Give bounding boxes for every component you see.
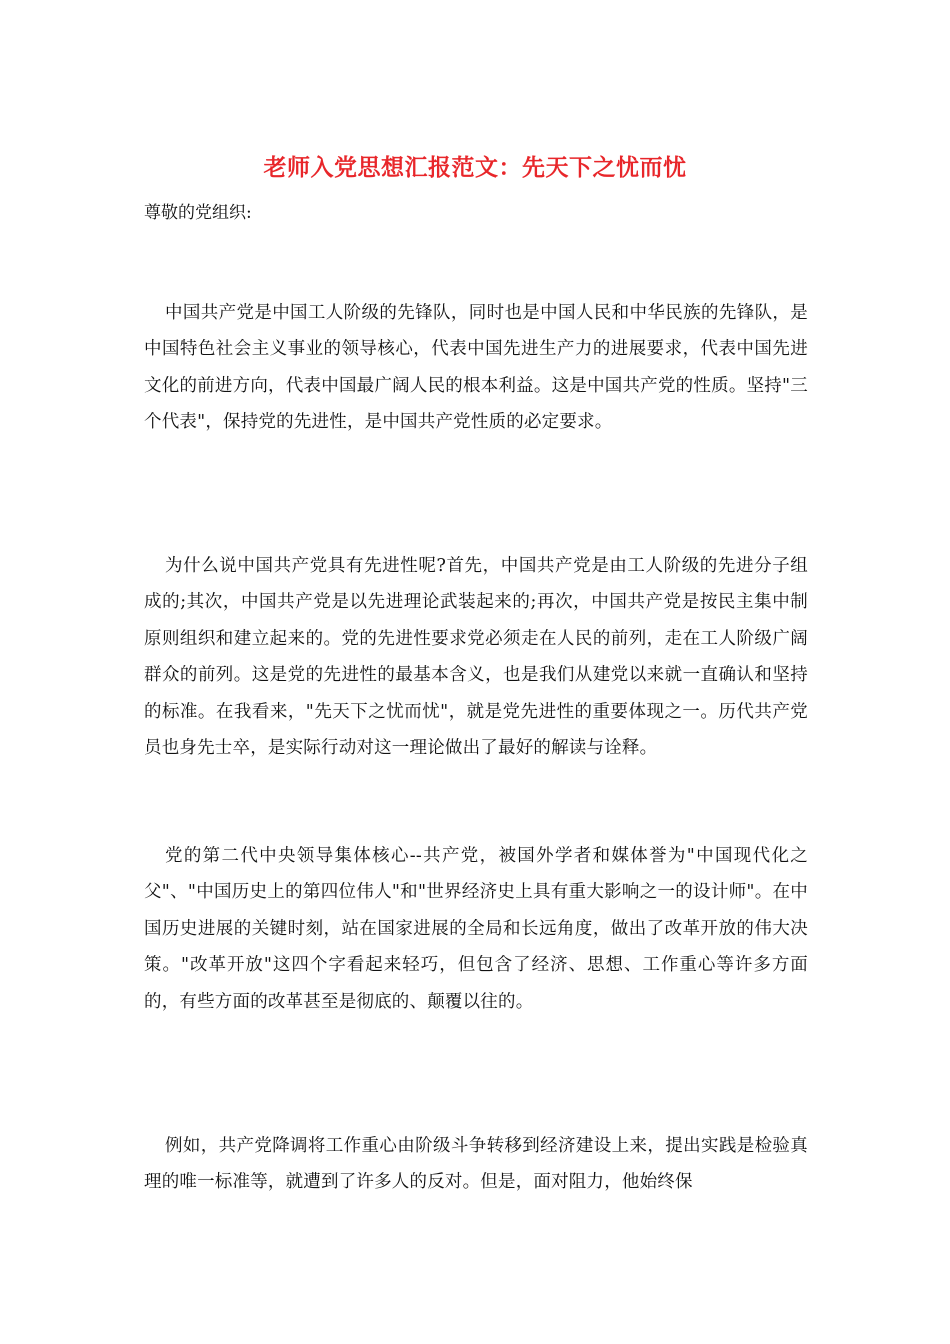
paragraph-2: 为什么说中国共产党具有先进性呢?首先，中国共产党是由工人阶级的先进分子组成的;其次，中国共产党是以先进理论武装起来的;再次，中国共产党是按民主集中制原则组织和建立起来的。党的先进性要求党必须走在人民的前列，走在工人阶级广阔群众的前列。这是党的先进性的最基本含义，也是我们从建党以来就一直确认和坚持的标准。在我看来，"先天下之忧而忧"，就是党先进性的重要体现之一。历代共产党员也身先士卒，是实际行动对这一理论做出了最好的解读与诠释。 bbox=[144, 556, 808, 759]
document-title: 老师入党思想汇报范文：先天下之忧而忧 bbox=[263, 154, 687, 181]
paragraph-4: 例如，共产党降调将工作重心由阶级斗争转移到经济建设上来，提出实践是检验真理的唯一标准等，就遭到了许多人的反对。但是，面对阻力，他始终保 bbox=[144, 1136, 808, 1193]
paragraph-1: 中国共产党是中国工人阶级的先锋队，同时也是中国人民和中华民族的先锋队，是中国特色社会主义事业的领导核心，代表中国先进生产力的进展要求，代表中国先进文化的前进方向，代表中国最广阔人民的根本利益。这是中国共产党的性质。坚持"三个代表"，保持党的先进性，是中国共产党性质的必定要求。 bbox=[144, 303, 808, 433]
paragraph-3: 党的第二代中央领导集体核心--共产党，被国外学者和媒体誉为"中国现代化之父"、"中国历史上的第四位伟人"和"世界经济史上具有重大影响之一的设计师"。在中国历史进展的关键时刻，站在国家进展的全局和长远角度，做出了改革开放的伟大决策。"改革开放"这四个字看起来轻巧，但包含了经济、思想、工作重心等许多方面的，有些方面的改革甚至是彻底的、颠覆以往的。 bbox=[144, 846, 808, 1012]
salutation: 尊敬的党组织: bbox=[144, 203, 252, 223]
